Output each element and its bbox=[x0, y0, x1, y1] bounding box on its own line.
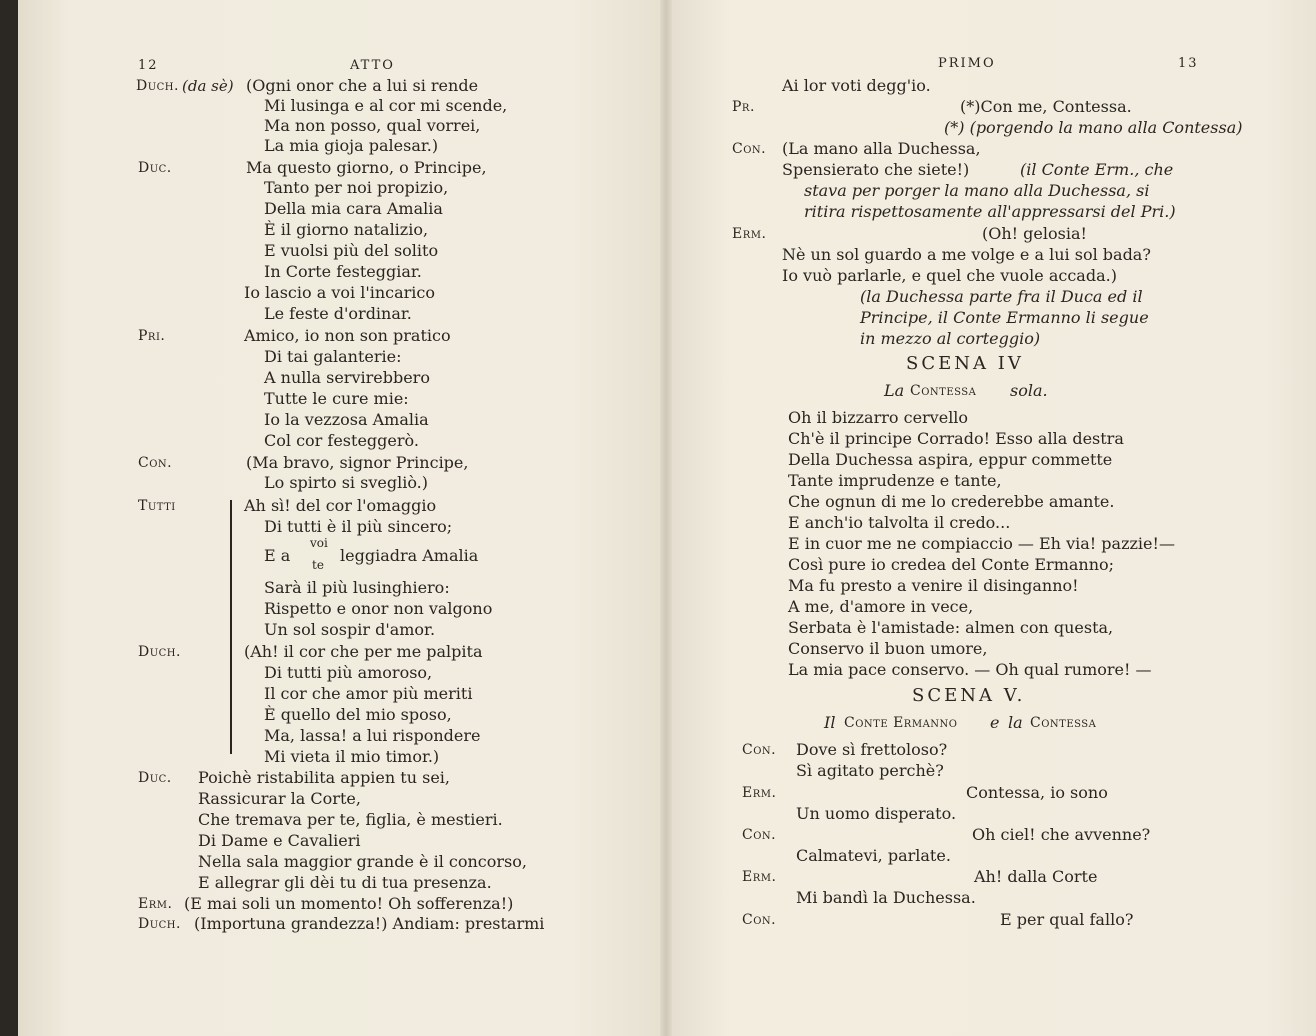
verse-line: Contessa, io sono bbox=[966, 783, 1108, 802]
verse-line: Così pure io credea del Conte Ermanno; bbox=[788, 555, 1115, 574]
verse-line: E vuolsi più del solito bbox=[264, 241, 439, 260]
verse-line: Tante imprudenze e tante, bbox=[788, 471, 1002, 490]
scene-subtitle-note: sola. bbox=[1010, 381, 1048, 400]
page-number-right: 13 bbox=[1178, 56, 1199, 71]
scene-subtitle-character: Contessa bbox=[910, 383, 977, 399]
speaker-label: Con. bbox=[732, 141, 767, 157]
running-header-left: ATTO bbox=[350, 58, 395, 73]
verse-line: È il giorno natalizio, bbox=[264, 220, 429, 239]
verse-line: Di tutti più amoroso, bbox=[264, 663, 433, 682]
verse-line: A nulla servirebbero bbox=[264, 368, 430, 387]
verse-line: Calmatevi, parlate. bbox=[796, 846, 951, 865]
scene-heading: SCENA V. bbox=[912, 685, 1026, 706]
running-header-right: PRIMO bbox=[938, 56, 996, 71]
verse-line: Sì agitato perchè? bbox=[796, 761, 944, 780]
verse-line: Conservo il buon umore, bbox=[788, 639, 988, 658]
verse-line: E per qual fallo? bbox=[1000, 910, 1134, 929]
speaker-label: Erm. bbox=[742, 785, 777, 801]
scene-subtitle-article: La bbox=[884, 381, 905, 400]
verse-line: (Importuna grandezza!) Andiam: prestarmi bbox=[194, 914, 545, 933]
verse-line: Serbata è l'amistade: almen con questa, bbox=[788, 618, 1114, 637]
book-edge bbox=[0, 0, 18, 1036]
verse-variant-upper: voi bbox=[310, 536, 328, 550]
speaker-label: Erm. bbox=[138, 896, 173, 912]
verse-line: Tutte le cure mie: bbox=[264, 389, 409, 408]
speaker-label: Duc. bbox=[138, 770, 172, 786]
verse-line: La mia gioja palesar.) bbox=[264, 136, 439, 155]
verse-line: Io la vezzosa Amalia bbox=[264, 410, 429, 429]
verse-line: Io lascio a voi l'incarico bbox=[244, 283, 435, 302]
verse-line: Ah sì! del cor l'omaggio bbox=[244, 496, 437, 515]
verse-line: Ah! dalla Corte bbox=[974, 867, 1098, 886]
verse-line: (Ogni onor che a lui si rende bbox=[246, 76, 479, 95]
speaker-label: Con. bbox=[742, 742, 777, 758]
verse-line: La mia pace conservo. — Oh qual rumore! — bbox=[788, 660, 1152, 679]
stage-direction: (da sè) bbox=[182, 77, 234, 95]
stage-direction: (la Duchessa parte fra il Duca ed il bbox=[860, 287, 1143, 306]
verse-line: Un uomo disperato. bbox=[796, 804, 957, 823]
verse-line: Della mia cara Amalia bbox=[264, 199, 443, 218]
verse-line: Ma non posso, qual vorrei, bbox=[264, 116, 481, 135]
speaker-label: Con. bbox=[742, 912, 777, 928]
speaker-label: Con. bbox=[742, 827, 777, 843]
verse-line-prefix: E a bbox=[264, 546, 291, 565]
stage-direction: (*) (porgendo la mano alla Contessa) bbox=[944, 118, 1243, 137]
page-number-left: 12 bbox=[138, 58, 159, 73]
verse-line: Ma questo giorno, o Principe, bbox=[246, 158, 487, 177]
verse-line: Io vuò parlarle, e quel che vuole accada.) bbox=[782, 266, 1117, 285]
scene-subtitle-article: Il bbox=[824, 713, 836, 732]
book-gutter bbox=[660, 0, 672, 1036]
verse-line: Mi vieta il mio timor.) bbox=[264, 747, 440, 766]
verse-line: Mi lusinga e al cor mi scende, bbox=[264, 96, 508, 115]
scene-heading: SCENA IV bbox=[906, 353, 1024, 374]
verse-line: (La mano alla Duchessa, bbox=[782, 139, 981, 158]
scene-subtitle-conjunction: e bbox=[990, 713, 1000, 732]
speaker-label: Erm. bbox=[742, 869, 777, 885]
speaker-label: Erm. bbox=[732, 226, 767, 242]
speaker-label: Duch. bbox=[136, 78, 179, 94]
speaker-label: Duch. bbox=[138, 644, 181, 660]
verse-line: Di tutti è il più sincero; bbox=[264, 517, 453, 536]
verse-line: Nella sala maggior grande è il concorso, bbox=[198, 852, 527, 871]
verse-line: Un sol sospir d'amor. bbox=[264, 620, 436, 639]
verse-line: Amico, io non son pratico bbox=[244, 326, 451, 345]
verse-line: Tanto per noi propizio, bbox=[264, 178, 449, 197]
verse-line: (Oh! gelosia! bbox=[982, 224, 1087, 243]
verse-line: Che ognun di me lo crederebbe amante. bbox=[788, 492, 1115, 511]
verse-variant-lower: te bbox=[312, 558, 324, 572]
stage-direction: ritira rispettosamente all'appressarsi del Pri.) bbox=[804, 202, 1176, 221]
speaker-label: Con. bbox=[138, 455, 173, 471]
scene-subtitle-character: Conte Ermanno bbox=[844, 715, 958, 731]
verse-line: Ch'è il principe Corrado! Esso alla destra bbox=[788, 429, 1124, 448]
verse-line: Oh il bizzarro cervello bbox=[788, 408, 969, 427]
verse-line: Di tai galanterie: bbox=[264, 347, 402, 366]
verse-line: Lo spirto si svegliò.) bbox=[264, 473, 428, 492]
verse-line: E allegrar gli dèi tu di tua presenza. bbox=[198, 873, 492, 892]
verse-line: E in cuor me ne compiaccio — Eh via! pazzie!— bbox=[788, 534, 1175, 553]
stage-direction: (il Conte Erm., che bbox=[1020, 160, 1174, 179]
verse-line: Rispetto e onor non valgono bbox=[264, 599, 493, 618]
verse-line: Della Duchessa aspira, eppur commette bbox=[788, 450, 1113, 469]
verse-line: Di Dame e Cavalieri bbox=[198, 831, 361, 850]
verse-line: A me, d'amore in vece, bbox=[788, 597, 974, 616]
verse-line: Rassicurar la Corte, bbox=[198, 789, 361, 808]
scene-subtitle-article: la bbox=[1008, 713, 1023, 732]
speaker-label: Duc. bbox=[138, 160, 172, 176]
stage-direction: stava per porger la mano alla Duchessa, si bbox=[804, 181, 1150, 200]
verse-line: È quello del mio sposo, bbox=[264, 705, 452, 724]
verse-line: Ma, lassa! a lui rispondere bbox=[264, 726, 481, 745]
verse-line: Mi bandì la Duchessa. bbox=[796, 888, 976, 907]
brace-bracket bbox=[230, 500, 232, 754]
verse-line: leggiadra Amalia bbox=[340, 546, 479, 565]
verse-line: Nè un sol guardo a me volge e a lui sol bada? bbox=[782, 245, 1151, 264]
verse-line: Che tremava per te, figlia, è mestieri. bbox=[198, 810, 503, 829]
speaker-label: Tutti bbox=[138, 498, 176, 514]
verse-line: Col cor festeggerò. bbox=[264, 431, 419, 450]
verse-line: Il cor che amor più meriti bbox=[264, 684, 473, 703]
stage-direction: in mezzo al corteggio) bbox=[860, 329, 1041, 348]
verse-line: In Corte festeggiar. bbox=[264, 262, 422, 281]
verse-line: (Ma bravo, signor Principe, bbox=[246, 453, 469, 472]
scene-subtitle-character: Contessa bbox=[1030, 715, 1097, 731]
verse-line: (E mai soli un momento! Oh sofferenza!) bbox=[184, 894, 514, 913]
verse-line: Oh ciel! che avvenne? bbox=[972, 825, 1151, 844]
verse-line: Le feste d'ordinar. bbox=[264, 304, 412, 323]
verse-line: (Ah! il cor che per me palpita bbox=[244, 642, 483, 661]
speaker-label: Pr. bbox=[732, 99, 755, 115]
verse-line: Spensierato che siete!) bbox=[782, 160, 970, 179]
verse-line: Ma fu presto a venire il disinganno! bbox=[788, 576, 1079, 595]
speaker-label: Pri. bbox=[138, 328, 166, 344]
verse-line: E anch'io talvolta il credo... bbox=[788, 513, 1011, 532]
verse-line: Poichè ristabilita appien tu sei, bbox=[198, 768, 450, 787]
verse-line: Sarà il più lusinghiero: bbox=[264, 578, 450, 597]
verse-line: Dove sì frettoloso? bbox=[796, 740, 948, 759]
verse-line: (*)Con me, Contessa. bbox=[960, 97, 1132, 116]
verse-line: Ai lor voti degg'io. bbox=[782, 76, 931, 95]
speaker-label: Duch. bbox=[138, 916, 181, 932]
stage-direction: Principe, il Conte Ermanno li segue bbox=[860, 308, 1149, 327]
